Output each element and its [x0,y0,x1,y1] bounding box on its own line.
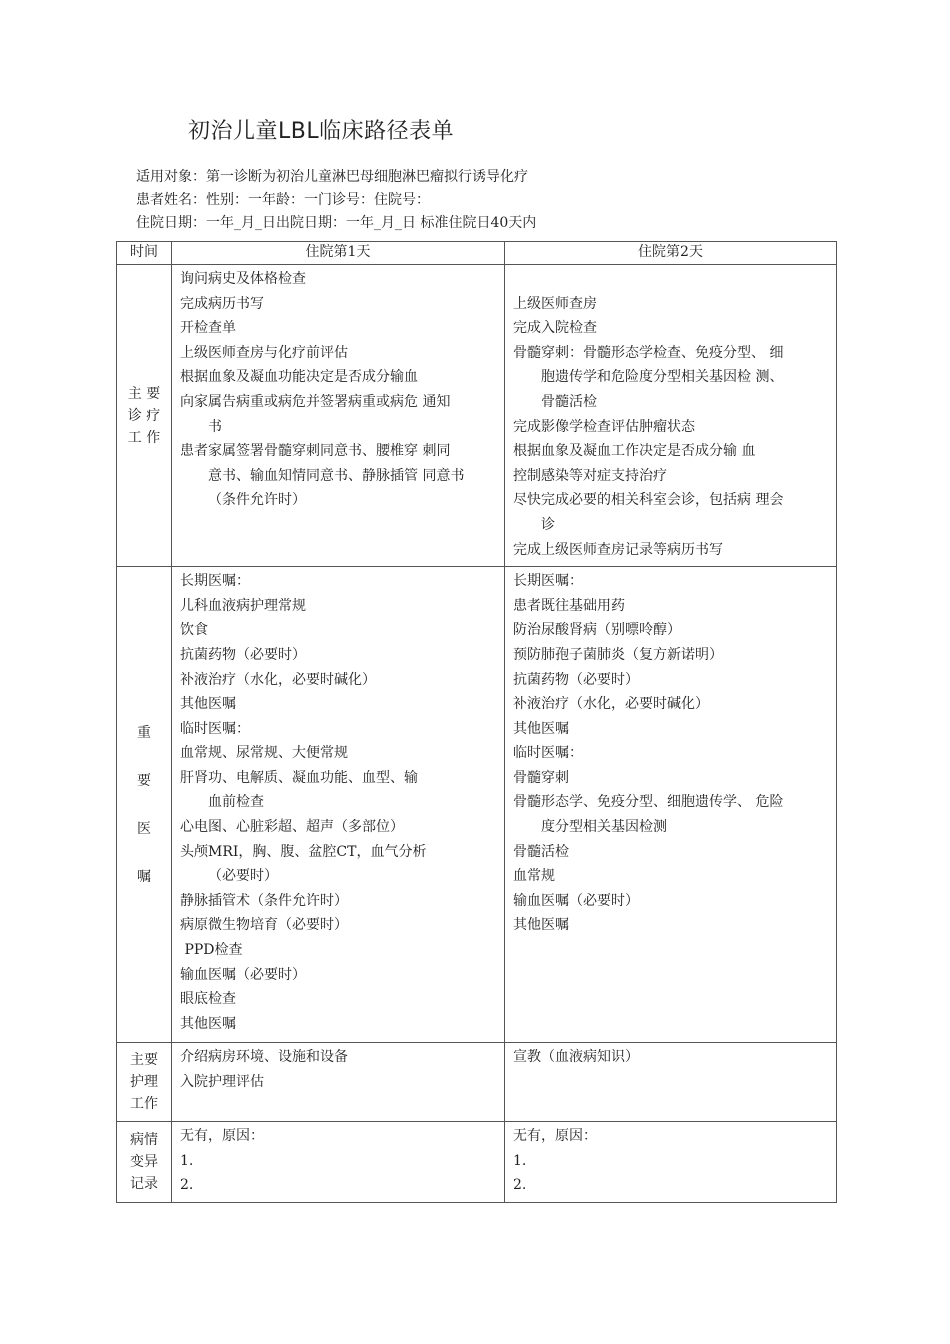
list-item: 病原微生物培育（必要时） [180,917,348,934]
list-item: 1. [513,1152,527,1169]
category-line: 护理 [130,1074,158,1091]
list-item: 无有，原因： [180,1128,264,1145]
list-item: 输血医嘱（必要时） [513,892,639,909]
header-day1: 住院第1天 [172,242,505,265]
list-item: 头颅MRI，胸、腹、盆腔CT，血气分析 [180,843,427,860]
list-item: （条件允许时） [208,492,306,509]
list-item: 意书、输血知情同意书、静脉插管 同意书 [208,467,465,484]
orders-day2-cell [505,567,837,1043]
list-item: 完成病历书写 [180,295,264,312]
list-item: 长期医嘱： [513,573,583,590]
list-item: 骨髓形态学、免疫分型、细胞遗传学、 危险 [513,794,784,811]
category-variance-record [117,1122,172,1203]
nursing-day1-cell [172,1043,505,1122]
list-item: PPD检查 [180,942,243,959]
list-item: 介绍病房环境、设施和设备 [180,1049,348,1066]
list-item: 其他医嘱 [513,917,569,934]
list-item: 临时医嘱： [180,720,250,737]
row-orders [117,567,837,1043]
variance-day2-cell [505,1122,837,1203]
list-item: 眼底检查 [180,991,236,1008]
list-item: 骨髓活检 [513,843,569,860]
list-item: 心电图、心脏彩超、超声（多部位） [180,819,404,836]
orders-day1-cell [172,567,505,1043]
category-line: 主要 [130,1052,158,1069]
category-char: 要 [137,772,151,789]
list-item: 补液治疗（水化，必要时碱化） [513,696,709,713]
list-item: 其他医嘱 [180,1015,236,1032]
list-item: 上级医师查房 [513,295,597,312]
list-item: 血常规 [513,868,555,885]
variance-day1-cell [172,1122,505,1203]
list-item: 患者家属签署骨髓穿刺同意书、腰椎穿 刺同 [180,443,451,460]
list-item: 控制感染等对症支持治疗 [513,467,667,484]
list-item: 向家属告病重或病危并签署病重或病危 通知 [180,393,451,410]
category-line: 记录 [130,1176,158,1193]
list-item: 其他医嘱 [513,720,569,737]
patient-info-line: 患者姓名：性别：一年龄：一门诊号：住院号： [136,192,430,208]
row-variance-record [117,1122,837,1203]
header-day2: 住院第2天 [505,242,837,265]
list-item: 临时医嘱： [513,745,583,762]
hospitalization-dates-line: 住院日期：一年_月_日出院日期：一年_月_日 标准住院日40天内 [136,215,537,231]
category-line: 诊 疗 [127,407,161,424]
list-item: 肝肾功、电解质、凝血功能、血型、输 [180,769,418,786]
list-item [513,267,832,292]
list-item: 儿科血液病护理常规 [180,597,306,614]
list-item: 骨髓穿刺：骨髓形态学检查、免疫分型、 细 [513,344,784,361]
list-item: 无有，原因： [513,1128,597,1145]
clinical-pathway-table [116,241,837,1203]
list-item: 2. [180,1177,194,1194]
category-nursing-work [117,1043,172,1122]
list-item: 完成上级医师查房记录等病历书写 [513,541,723,558]
list-item: 度分型相关基因检测 [541,819,667,836]
list-item: （必要时） [208,868,278,885]
nursing-day2-cell [505,1043,837,1122]
list-item: 抗菌药物（必要时） [180,646,306,663]
applicable-subject: 适用对象：第一诊断为初治儿童淋巴母细胞淋巴瘤拟行诱导化疗 [136,169,528,185]
category-line: 工 作 [127,429,161,446]
row-diagnosis-work [117,265,837,567]
list-item: 骨髓活检 [541,393,597,410]
category-line: 主 要 [127,385,161,402]
list-item: 上级医师查房与化疗前评估 [180,344,348,361]
row-nursing-work [117,1043,837,1122]
list-item: 根据血象及凝血工作决定是否成分输 血 [513,443,756,460]
category-char: 重 [137,724,151,741]
list-item: 诊 [541,516,555,533]
category-line: 病情 [130,1132,158,1149]
category-char: 医 [137,820,151,837]
list-item: 长期医嘱： [180,573,250,590]
list-item: 补液治疗（水化，必要时碱化） [180,671,376,688]
list-item: 患者既往基础用药 [513,597,625,614]
list-item: 入院护理评估 [180,1073,264,1090]
diagnosis-day1-cell [172,265,505,567]
diagnosis-day2-cell [505,265,837,567]
category-diagnosis-work [117,265,172,567]
list-item: 开检查单 [180,320,236,337]
list-item: 完成影像学检查评估肿瘤状态 [513,418,695,435]
header-row [117,242,837,265]
list-item: 胞遗传学和危险度分型相关基因检 测、 [541,369,784,386]
header-time: 时间 [117,242,172,265]
list-item: 宣教（血液病知识） [513,1049,639,1066]
list-item: 静脉插管术（条件允许时） [180,892,348,909]
list-item: 1. [180,1152,194,1169]
list-item: 饮食 [180,622,208,639]
page-title: 初治儿童LBL临床路径表单 [188,119,455,144]
list-item: 预防肺孢子菌肺炎（复方新诺明） [513,646,723,663]
list-item: 尽快完成必要的相关科室会诊，包括病 理会 [513,492,784,509]
list-item: 书 [208,418,222,435]
category-line: 工作 [130,1096,158,1113]
list-item: 完成入院检查 [513,320,597,337]
category-line: 变异 [130,1154,158,1171]
list-item: 询问病史及体格检查 [180,271,306,287]
list-item: 2. [513,1177,527,1194]
list-item: 血常规、尿常规、大便常规 [180,745,348,762]
list-item: 骨髓穿刺 [513,769,569,786]
list-item: 血前检查 [208,794,264,811]
list-item: 输血医嘱（必要时） [180,966,306,983]
list-item: 根据血象及凝血功能决定是否成分输血 [180,369,418,386]
category-orders [117,567,172,1043]
list-item: 抗菌药物（必要时） [513,671,639,688]
list-item: 防治尿酸肾病（别嘌呤醇） [513,622,681,639]
category-char: 嘱 [137,868,151,885]
list-item: 其他医嘱 [180,696,236,713]
